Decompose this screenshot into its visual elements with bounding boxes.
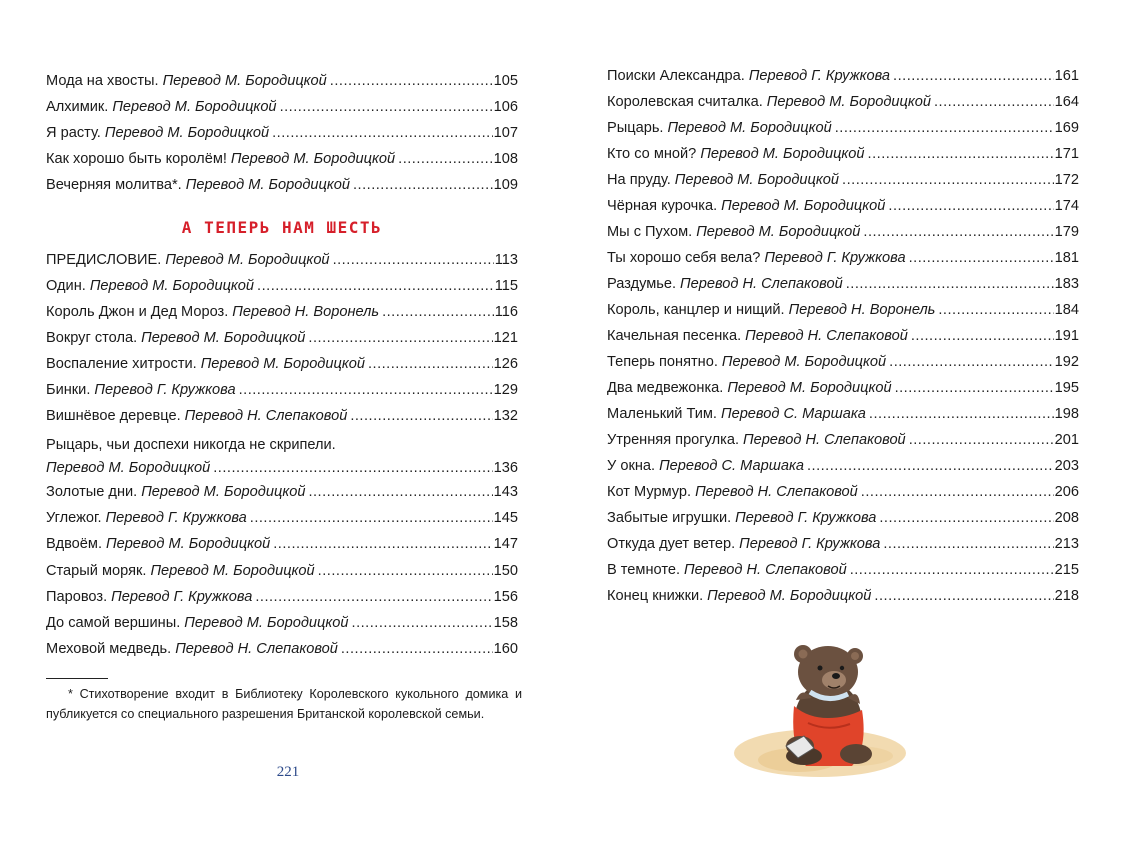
toc-entry-page: 136 xyxy=(493,460,518,476)
toc-entry-title: Теперь понятно. xyxy=(607,354,718,370)
toc-entry[interactable] xyxy=(607,223,1079,241)
toc-entry-translator: Перевод М. Бородицкой xyxy=(165,252,330,268)
toc-leader-dots xyxy=(888,197,1053,215)
toc-leader-dots xyxy=(330,72,493,90)
toc-entry-page: 203 xyxy=(1054,458,1079,474)
toc-entry-title: Старый моряк. xyxy=(46,562,147,579)
toc-entry-translator: Перевод М. Бородицкой xyxy=(106,536,271,553)
toc-leader-dots xyxy=(398,150,493,168)
toc-entry-title: Забытые игрушки. xyxy=(607,510,732,526)
toc-entry-title: Вечерняя молитва*. xyxy=(46,177,182,193)
toc-leader-dots xyxy=(333,251,494,269)
toc-entry-page: 172 xyxy=(1054,172,1079,188)
toc-entry[interactable] xyxy=(607,457,1079,475)
toc-leader-dots xyxy=(280,98,493,116)
toc-entry[interactable] xyxy=(607,587,1079,605)
toc-leader-dots xyxy=(353,176,493,194)
toc-entry-page: 115 xyxy=(494,278,518,294)
toc-leader-dots xyxy=(318,562,493,580)
toc-entry[interactable] xyxy=(46,72,518,90)
toc-entry-page: 143 xyxy=(493,484,518,500)
toc-entry-page: 147 xyxy=(493,536,518,553)
toc-entry-page: 158 xyxy=(493,615,518,631)
toc-entry-title: Золотые дни. xyxy=(46,484,138,500)
toc-entry-title: Воспаление хитрости. xyxy=(46,356,197,372)
toc-entry[interactable] xyxy=(46,355,518,373)
toc-leader-dots xyxy=(909,249,1054,267)
toc-entry-translator: Перевод Н. Слепаковой xyxy=(745,328,908,344)
section-heading: А ТЕПЕРЬ НАМ ШЕСТЬ xyxy=(181,218,383,237)
toc-entry-title: Королевская считалка. xyxy=(607,94,763,110)
toc-entry-page: 192 xyxy=(1054,354,1079,370)
toc-leader-dots xyxy=(308,483,492,501)
teddy-bear-illustration xyxy=(728,628,908,788)
toc-entry-translator: Перевод М. Бородицкой xyxy=(721,354,887,370)
toc-entry-title: Углежог. xyxy=(46,510,102,527)
toc-entry-translator: Перевод М. Бородицкой xyxy=(141,484,306,500)
toc-entry-translator: Перевод С. Маршака xyxy=(659,458,804,474)
toc-entry[interactable] xyxy=(607,353,1079,371)
toc-entry-title: Вокруг стола. xyxy=(46,330,138,346)
toc-leader-dots xyxy=(868,145,1054,163)
toc-entry[interactable] xyxy=(46,381,518,399)
toc-entry-page: 132 xyxy=(493,408,518,424)
toc-leader-dots xyxy=(850,561,1054,579)
toc-entry[interactable] xyxy=(46,251,518,269)
toc-entry-page: 116 xyxy=(494,304,518,320)
toc-leader-dots xyxy=(883,535,1053,553)
toc-entry-translator: Перевод Н. Слепаковой xyxy=(684,562,847,578)
toc-entry-page: 181 xyxy=(1054,250,1079,266)
toc-entry[interactable] xyxy=(46,640,518,658)
toc-leader-dots xyxy=(846,275,1054,293)
toc-entry-translator: Перевод Г. Кружкова xyxy=(764,250,906,266)
toc-leader-dots xyxy=(308,329,492,347)
toc-entry[interactable] xyxy=(46,407,518,425)
toc-entry-translator: Перевод М. Бородицкой xyxy=(700,146,865,162)
toc-entry-title: Конец книжки. xyxy=(607,588,704,604)
toc-entry[interactable] xyxy=(607,301,1079,319)
toc-entry-title: В темноте. xyxy=(607,562,681,578)
toc-entry[interactable] xyxy=(607,249,1079,267)
toc-leader-dots xyxy=(934,93,1054,111)
toc-entry-page: 145 xyxy=(493,510,518,527)
toc-leader-dots xyxy=(938,301,1053,319)
toc-entry-translator: Перевод М. Бородицкой xyxy=(674,172,840,188)
toc-entry-title: Как хорошо быть королём! xyxy=(46,151,227,167)
toc-leader-dots xyxy=(909,431,1054,449)
toc-leader-dots xyxy=(842,171,1054,189)
toc-entry[interactable] xyxy=(607,431,1079,449)
toc-entry-translator: Перевод Г. Кружкова xyxy=(105,510,247,527)
toc-leader-dots xyxy=(239,381,493,399)
toc-entry-page: 174 xyxy=(1054,198,1079,214)
toc-entry-page: 107 xyxy=(493,125,518,141)
toc-entry-translator: Перевод М. Бородицкой xyxy=(721,198,886,214)
toc-entry-translator: Перевод М. Бородицкой xyxy=(112,99,277,115)
toc-entry-title: Кто со мной? xyxy=(607,146,697,162)
toc-entry-page: 164 xyxy=(1054,94,1079,110)
toc-leader-dots xyxy=(382,303,494,321)
toc-leader-dots xyxy=(893,67,1054,85)
toc-entry-title: Рыцарь, чьи доспехи никогда не скрипели. xyxy=(46,437,336,453)
toc-entry-page: 183 xyxy=(1054,276,1079,292)
toc-entry[interactable] xyxy=(607,67,1079,85)
toc-entry-title: Поиски Александра. xyxy=(607,68,745,84)
toc-entry-title: Рыцарь. xyxy=(607,120,664,136)
toc-leader-dots xyxy=(250,509,493,527)
toc-entry-page: 156 xyxy=(493,588,518,605)
footnote-rule xyxy=(46,678,108,679)
page-number: 221 xyxy=(276,764,300,780)
toc-entry-translator: Перевод М. Бородицкой xyxy=(184,615,349,631)
toc-entry-translator: Перевод Н. Слепаковой xyxy=(175,641,338,658)
toc-entry-page: 171 xyxy=(1054,146,1079,162)
toc-entry-translator: Перевод Н. Воронель xyxy=(788,302,936,318)
toc-entry[interactable] xyxy=(607,145,1079,163)
toc-entry-translator: Перевод М. Бородицкой xyxy=(89,278,255,294)
toc-entry-page: 160 xyxy=(493,641,518,658)
toc-entry-page: 218 xyxy=(1054,588,1079,604)
toc-entry[interactable] xyxy=(607,509,1079,527)
toc-entry-title: ПРЕДИСЛОВИЕ. xyxy=(46,252,162,268)
toc-entry-translator: Перевод С. Маршака xyxy=(721,406,866,422)
toc-entry-translator: Перевод Г. Кружкова xyxy=(739,536,881,552)
toc-entry-title: Откуда дует ветер. xyxy=(607,536,736,552)
toc-entry-translator: Перевод М. Бородицкой xyxy=(727,380,892,396)
toc-entry-translator: Перевод М. Бородицкой xyxy=(162,73,327,89)
toc-entry-translator: Перевод М. Бородицкой xyxy=(667,120,832,136)
toc-entry-translator: Перевод Н. Слепаковой xyxy=(695,484,858,500)
toc-entry-page: 126 xyxy=(493,356,518,372)
toc-entry-title: Меховой медведь. xyxy=(46,641,172,658)
toc-entry[interactable] xyxy=(46,176,518,194)
toc-entry-translator: Перевод М. Бородицкой xyxy=(150,562,315,579)
toc-entry-title: Вишнёвое деревце. xyxy=(46,408,181,424)
toc-entry-title: Раздумье. xyxy=(607,276,677,292)
toc-entry-title: Кот Мурмур. xyxy=(607,484,692,500)
toc-entry-title: Маленький Тим. xyxy=(607,406,717,422)
toc-leader-dots xyxy=(368,355,493,373)
toc-leader-dots xyxy=(835,119,1054,137)
toc-entry-translator: Перевод М. Бородицкой xyxy=(104,125,270,141)
toc-entry-page: 169 xyxy=(1054,120,1079,136)
toc-entry-page: 215 xyxy=(1054,562,1079,578)
toc-entry[interactable] xyxy=(46,562,518,580)
toc-entry-page: 129 xyxy=(493,382,518,398)
toc-entry[interactable] xyxy=(607,171,1079,189)
toc-entry[interactable] xyxy=(46,509,518,527)
toc-entry-translator: Перевод М. Бородицкой xyxy=(707,588,872,604)
toc-entry-translator: Перевод М. Бородицкой xyxy=(766,94,931,110)
toc-entry-translator: Перевод М. Бородицкой xyxy=(230,151,396,167)
toc-entry-title: Вдвоём. xyxy=(46,536,102,553)
toc-leader-dots xyxy=(911,327,1054,345)
toc-entry[interactable] xyxy=(46,277,518,295)
toc-entry-page: 206 xyxy=(1054,484,1079,500)
toc-entry-page: 150 xyxy=(493,562,518,579)
toc-entry-title: Качельная песенка. xyxy=(607,328,742,344)
toc-leader-dots xyxy=(874,587,1053,605)
toc-entry-translator: Перевод Г. Кружкова xyxy=(94,382,236,398)
toc-leader-dots xyxy=(352,614,493,632)
toc-entry-title: До самой вершины. xyxy=(46,615,181,631)
toc-leader-dots xyxy=(895,379,1054,397)
toc-entry[interactable] xyxy=(607,119,1079,137)
toc-entry[interactable] xyxy=(607,535,1079,553)
toc-entry-title: На пруду. xyxy=(607,172,671,188)
toc-entry-two-line[interactable] xyxy=(46,436,518,477)
toc-entry-translator: Перевод М. Бородицкой xyxy=(46,460,211,476)
toc-leader-dots xyxy=(861,483,1054,501)
toc-entry[interactable] xyxy=(46,614,518,632)
toc-entry-page: 191 xyxy=(1054,328,1079,344)
toc-leader-dots xyxy=(273,535,492,553)
footnote: * Стихотворение входит в Библиотеку Королевского кукольного домика и публикуется со специального разрешения Британской королевской семьи. xyxy=(46,687,522,721)
toc-leader-dots xyxy=(257,277,494,295)
toc-entry-title: Алхимик. xyxy=(46,99,109,115)
toc-entry-translator: Перевод Г. Кружкова xyxy=(748,68,891,84)
toc-entry-title: Бинки. xyxy=(46,382,91,398)
toc-entry-page: 184 xyxy=(1054,302,1079,318)
toc-entry[interactable] xyxy=(46,483,518,501)
toc-entry-page: 201 xyxy=(1054,432,1079,448)
toc-entry-title: Утренняя прогулка. xyxy=(607,432,739,448)
toc-entry-page: 198 xyxy=(1054,406,1079,422)
toc-leader-dots xyxy=(879,509,1053,527)
toc-entry-translator: Перевод Н. Слепаковой xyxy=(184,408,348,424)
toc-entry-translator: Перевод М. Бородицкой xyxy=(696,224,861,240)
toc-leader-dots xyxy=(889,353,1054,371)
toc-entry-page: 179 xyxy=(1054,224,1079,240)
toc-entry-page: 161 xyxy=(1054,68,1079,84)
toc-entry-page: 121 xyxy=(493,330,518,346)
toc-entry-translator: Перевод М. Бородицкой xyxy=(200,356,365,372)
toc-entry-title: Ты хорошо себя вела? xyxy=(607,250,761,266)
toc-entry-page: 113 xyxy=(494,252,518,268)
toc-entry-title: Король, канцлер и нищий. xyxy=(607,302,785,318)
toc-entry-translator: Перевод М. Бородицкой xyxy=(141,330,306,346)
toc-entry-page: 108 xyxy=(493,151,518,167)
toc-entry-title: Чёрная курочка. xyxy=(607,198,718,214)
toc-entry-page: 105 xyxy=(493,73,518,89)
toc-leader-dots xyxy=(807,457,1054,475)
toc-entry[interactable] xyxy=(607,327,1079,345)
toc-entry-page: 213 xyxy=(1054,536,1079,552)
toc-entry-title: Я расту. xyxy=(46,125,101,141)
toc-entry[interactable] xyxy=(607,561,1079,579)
toc-entry-translator: Перевод Н. Слепаковой xyxy=(680,276,843,292)
toc-entry[interactable] xyxy=(607,197,1079,215)
toc-leader-dots xyxy=(341,640,493,658)
toc-entry-translator: Перевод Г. Кружкова xyxy=(111,588,253,605)
toc-entry[interactable] xyxy=(46,98,518,116)
toc-entry-title: Мода на хвосты. xyxy=(46,73,159,89)
toc-entry[interactable] xyxy=(607,483,1079,501)
toc-entry-translator: Перевод Г. Кружкова xyxy=(735,510,877,526)
toc-entry-translator: Перевод М. Бородицкой xyxy=(185,177,350,193)
toc-leader-dots xyxy=(863,223,1053,241)
toc-entry-title: Паровоз. xyxy=(46,588,108,605)
toc-entry[interactable] xyxy=(46,535,518,553)
toc-entry-page: 195 xyxy=(1054,380,1079,396)
toc-entry[interactable] xyxy=(607,93,1079,111)
toc-entry[interactable] xyxy=(607,405,1079,423)
toc-entry[interactable] xyxy=(46,588,518,606)
toc-entry-title: Мы с Пухом. xyxy=(607,224,693,240)
toc-entry-title: Один. xyxy=(46,278,86,294)
toc-entry[interactable] xyxy=(607,275,1079,293)
toc-entry-page: 106 xyxy=(493,99,518,115)
toc-entry[interactable] xyxy=(46,150,518,168)
toc-entry-page: 208 xyxy=(1054,510,1079,526)
toc-leader-dots xyxy=(272,124,493,142)
toc-entry-title: Два медвежонка. xyxy=(607,380,724,396)
toc-entry-title: Король Джон и Дед Мороз. xyxy=(46,304,229,320)
toc-entry-translator: Перевод Н. Воронель xyxy=(232,304,380,320)
toc-entry[interactable] xyxy=(607,379,1079,397)
toc-entry[interactable] xyxy=(46,124,518,142)
toc-entry-page: 109 xyxy=(493,177,518,193)
toc-entry-translator: Перевод Н. Слепаковой xyxy=(743,432,906,448)
toc-entry-title: У окна. xyxy=(607,458,656,474)
toc-leader-dots xyxy=(213,459,492,477)
toc-entry[interactable] xyxy=(46,303,518,321)
toc-leader-dots xyxy=(350,407,492,425)
toc-leader-dots xyxy=(255,588,492,606)
toc-leader-dots xyxy=(869,405,1054,423)
toc-entry[interactable] xyxy=(46,329,518,347)
